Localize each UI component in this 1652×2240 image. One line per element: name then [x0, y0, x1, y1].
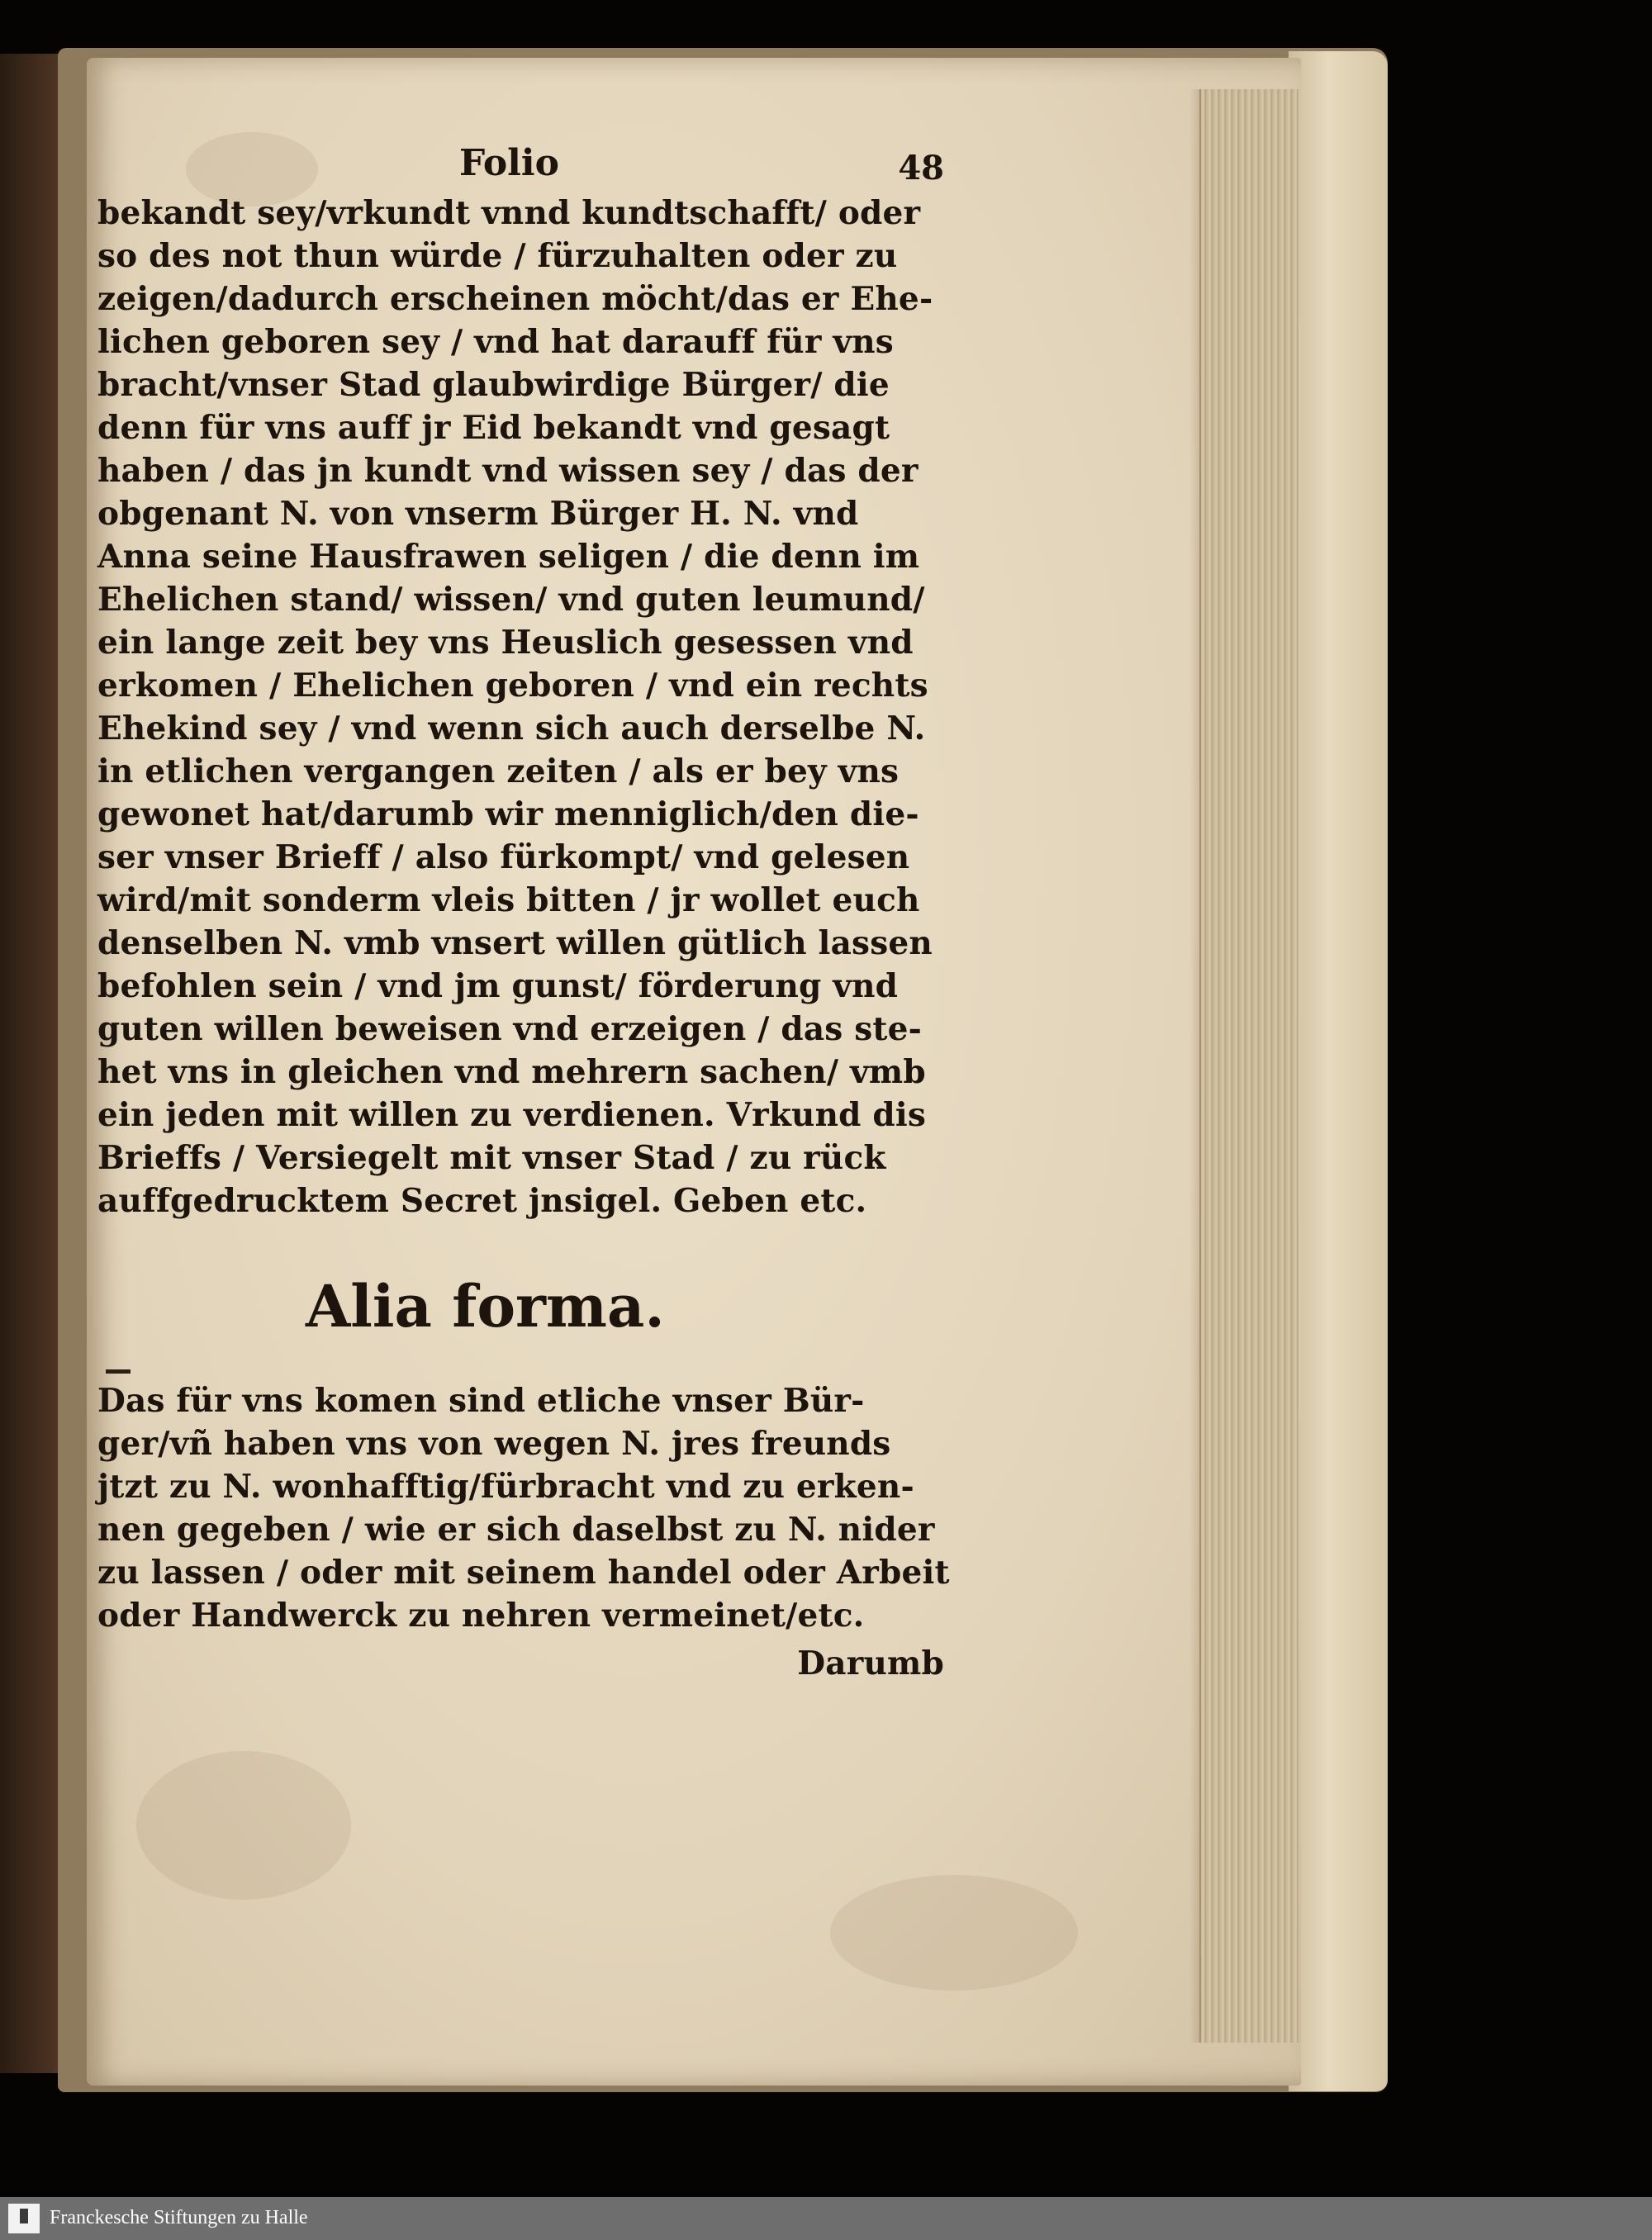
page-number: 48	[898, 149, 944, 187]
text-line: in etlichen vergangen zeiten / als er bey vns	[97, 752, 900, 790]
footer-bar	[0, 2197, 1652, 2240]
text-line: het vns in gleichen vnd mehrern sachen/ vmb	[97, 1053, 926, 1091]
page-stack-fore-edge	[1199, 89, 1298, 2043]
text-line: ein lange zeit bey vns Heuslich gesessen vnd	[97, 624, 914, 662]
section-text-line: ger/vñ haben vns von wegen N. jres freunds	[97, 1425, 891, 1463]
book-cover-right	[1289, 51, 1388, 2091]
text-line: befohlen sein / vnd jm gunst/ förderung vnd	[97, 967, 899, 1005]
text-line: obgenant N. von vnserm Bürger H. N. vnd	[97, 495, 859, 533]
text-line: Ehekind sey / vnd wenn sich auch derselbe N.	[97, 709, 926, 747]
institution-logo-icon	[8, 2204, 40, 2233]
section-text-line: Das für vns komen sind etliche vnser Bür-	[97, 1382, 865, 1420]
section-text-line: zu lassen / oder mit seinem handel oder Arbeit	[97, 1554, 950, 1592]
text-line: Ehelichen stand/ wissen/ vnd guten leumund/	[97, 581, 925, 619]
text-line: bekandt sey/vrkundt vnnd kundtschafft/ oder	[97, 194, 921, 232]
running-head	[97, 142, 944, 192]
marginal-dash	[106, 1369, 131, 1374]
text-line: zeigen/dadurch erscheinen möcht/das er Ehe-	[97, 280, 933, 318]
text-line: erkomen / Ehelichen geboren / vnd ein rechts	[97, 667, 928, 705]
text-line: so des not thun würde / fürzuhalten oder zu	[97, 237, 898, 275]
section-text-line: jtzt zu N. wonhafftig/fürbracht vnd zu erken-	[97, 1468, 914, 1506]
text-line: gewonet hat/darumb wir menniglich/den die-	[97, 795, 919, 833]
text-line: wird/mit sonderm vleis bitten / jr wollet euch	[97, 881, 920, 919]
section-text-line: nen gegeben / wie er sich daselbst zu N. nider	[97, 1511, 935, 1549]
section-text-line: oder Handwerck zu nehren vermeinet/etc.	[97, 1597, 865, 1635]
text-line: Brieffs / Versiegelt mit vnser Stad / zu rück	[97, 1139, 886, 1177]
catchword: Darumb	[797, 1644, 944, 1682]
footer-institution-name: Franckesche Stiftungen zu Halle	[50, 2207, 308, 2228]
text-line: denselben N. vmb vnsert willen gütlich lassen	[97, 924, 933, 962]
text-line: lichen geboren sey / vnd hat darauff für vns	[97, 323, 894, 361]
text-line: bracht/vnser Stad glaubwirdige Bürger/ die	[97, 366, 890, 404]
folio-label: Folio	[459, 142, 559, 184]
text-line: ser vnser Brieff / also fürkompt/ vnd gelesen	[97, 838, 910, 876]
text-line: auffgedrucktem Secret jnsigel. Geben etc.	[97, 1182, 867, 1220]
text-line: haben / das jn kundt vnd wissen sey / das der	[97, 452, 919, 490]
section-heading: Alia forma.	[306, 1272, 665, 1341]
text-line: Anna seine Hausfrawen seligen / die denn im	[97, 538, 920, 576]
text-line: ein jeden mit willen zu verdienen. Vrkund dis	[97, 1096, 927, 1134]
catchword-line	[97, 1642, 944, 1685]
text-line: guten willen beweisen vnd erzeigen / das ste-	[97, 1010, 923, 1048]
text-line: denn für vns auff jr Eid bekandt vnd gesagt	[97, 409, 890, 447]
